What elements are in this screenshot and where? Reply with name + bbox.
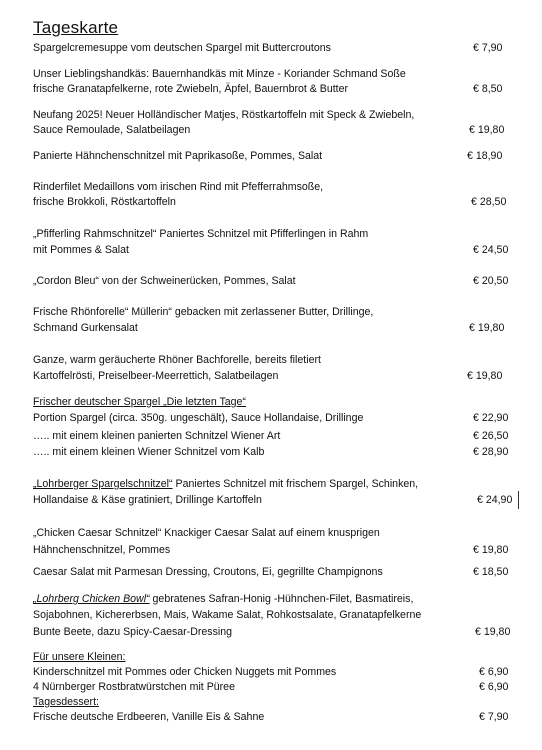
item-5-line-1: Rinderfilet Medaillons vom irischen Rind mit Pfefferrahmsoße, [33, 181, 324, 193]
bowl-line-2: Sojabohnen, Kichererbsen, Mais, Wakame Salat, Rohkostsalate, Granatapfelkerne [33, 609, 422, 621]
spargel-row-1: Portion Spargel (circa. 350g. ungeschält), Sauce Hollandaise, Drillinge [33, 412, 364, 424]
item-5-line-2: frische Brokkoli, Röstkartoffeln [33, 196, 176, 208]
item-6-line-1: „Pfifferling Rahmschnitzel“ Paniertes Schnitzel mit Pfifferlingen in Rahm [33, 228, 369, 240]
item-8-line-1: Frische Rhönforelle“ Müllerin“ gebacken mit zerlassener Butter, Drillinge, [33, 306, 374, 318]
item-1-text: Spargelcremesuppe vom deutschen Spargel mit Buttercroutons [33, 42, 331, 54]
dessert-price: € 7,90 [479, 711, 509, 723]
spargel-heading: Frischer deutscher Spargel „Die letzten Tage“ [33, 396, 246, 408]
spargel-row-3: ….. mit einem kleinen Wiener Schnitzel vom Kalb [33, 446, 265, 458]
item-4-text: Panierte Hähnchenschnitzel mit Paprikasoße, Pommes, Salat [33, 150, 323, 162]
item-8-price: € 19,80 [469, 322, 505, 334]
kids-row-1: Kinderschnitzel mit Pommes oder Chicken Nuggets mit Pommes [33, 666, 337, 678]
caesar-line-2: Hähnchenschnitzel, Pommes [33, 544, 171, 556]
item-9-line-2: Kartoffelrösti, Preiselbeer-Meerrettich, Salatbeilagen [33, 370, 279, 382]
bowl-desc: gebratenes Safran-Honig -Hühnchen-Filet, Basmatireis, [149, 593, 414, 605]
item-6-line-2: mit Pommes & Salat [33, 244, 129, 256]
item-6-price: € 24,50 [473, 244, 509, 256]
dessert-heading: Tagesdessert: [33, 696, 99, 708]
caesar-line-1: „Chicken Caesar Schnitzel“ Knackiger Caesar Salat auf einem knusprigen [33, 527, 380, 539]
kids-row-2-price: € 6,90 [479, 681, 509, 693]
item-4-price: € 18,90 [467, 150, 503, 162]
item-8-line-2: Schmand Gurkensalat [33, 322, 138, 334]
lohrberger-line-1 [33, 478, 418, 490]
caesar-salad: Caesar Salat mit Parmesan Dressing, Croutons, Ei, gegrillte Champignons [33, 566, 383, 578]
lohrberger-desc: Paniertes Schnitzel mit frischem Spargel, Schinken, [172, 478, 419, 490]
bowl-name: „Lohrberg Chicken Bowl“ [33, 593, 150, 605]
lohrberger-name: „Lohrberger Spargelschnitzel“ [33, 478, 173, 490]
item-7-text: „Cordon Bleu“ von der Schweinerücken, Pommes, Salat [33, 275, 296, 287]
page-title: Tageskarte [33, 18, 119, 37]
caesar-price: € 19,80 [473, 544, 509, 556]
item-2-price: € 8,50 [473, 83, 503, 95]
item-2-line-1: Unser Lieblingshandkäs: Bauernhandkäs mit Minze - Koriander Schmand Soße [33, 68, 406, 80]
bowl-line-3: Bunte Beete, dazu Spicy-Caesar-Dressing [33, 626, 233, 638]
item-1-price: € 7,90 [473, 42, 503, 54]
item-9-line-1: Ganze, warm geräucherte Rhöner Bachforelle, bereits filetiert [33, 354, 321, 366]
lohrberger-price: € 24,90 [477, 494, 513, 506]
item-3-line-2: Sauce Remoulade, Salatbeilagen [33, 124, 191, 136]
item-9-price: € 19,80 [467, 370, 503, 382]
item-2-line-2: frische Granatapfelkerne, rote Zwiebeln, Äpfel, Bauernbrot & Butter [33, 83, 349, 95]
item-7-price: € 20,50 [473, 275, 509, 287]
text-cursor [518, 491, 519, 509]
bowl-line-1 [33, 593, 413, 605]
item-5-price: € 28,50 [471, 196, 507, 208]
lohrberger-line-2: Hollandaise & Käse gratiniert, Drillinge Kartoffeln [33, 494, 262, 506]
item-3-price: € 19,80 [469, 124, 505, 136]
spargel-row-2-price: € 26,50 [473, 430, 509, 442]
kids-row-1-price: € 6,90 [479, 666, 509, 678]
spargel-row-3-price: € 28,90 [473, 446, 509, 458]
item-3-line-1: Neufang 2025! Neuer Holländischer Matjes, Röstkartoffeln mit Speck & Zwiebeln, [33, 109, 415, 121]
spargel-row-2: ….. mit einem kleinen panierten Schnitzel Wiener Art [33, 430, 281, 442]
dessert-text: Frische deutsche Erdbeeren, Vanille Eis & Sahne [33, 711, 265, 723]
bowl-price: € 19,80 [475, 626, 511, 638]
caesar-salad-price: € 18,50 [473, 566, 509, 578]
kids-heading: Für unsere Kleinen: [33, 651, 126, 663]
spargel-row-1-price: € 22,90 [473, 412, 509, 424]
kids-row-2: 4 Nürnberger Rostbratwürstchen mit Püree [33, 681, 235, 693]
